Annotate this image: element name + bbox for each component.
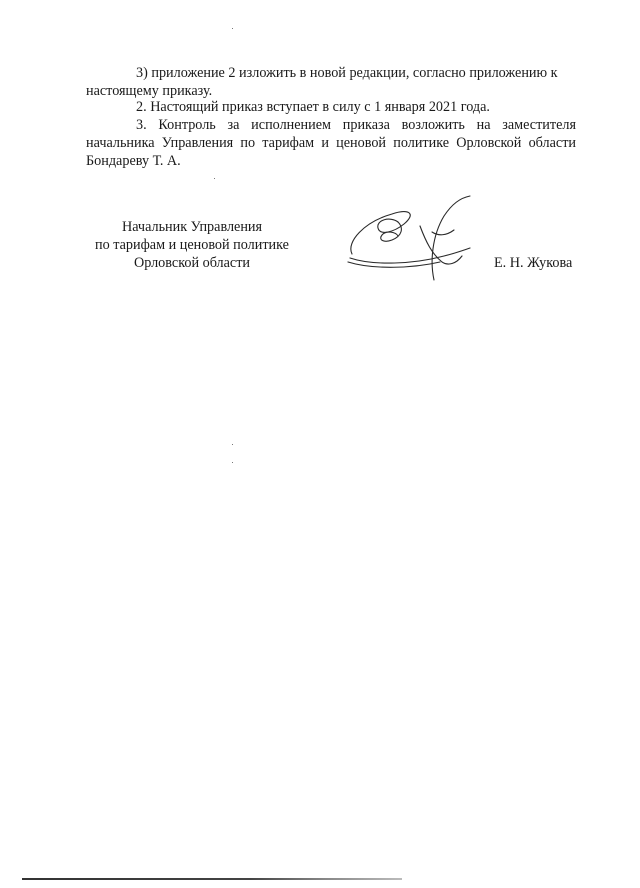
handwritten-signature <box>344 192 484 284</box>
position-line: Орловской области <box>133 255 251 271</box>
paragraph-effective-date: 2. Настоящий приказ вступает в силу с 1 января 2021 года. <box>136 99 490 115</box>
scan-edge-line <box>22 878 402 880</box>
paragraph-item-3: 3) приложение 2 изложить в новой редакции, согласно приложению к настоящему приказу. <box>86 65 558 99</box>
signatory-name: Е. Н. Жукова <box>494 255 573 271</box>
paragraph-control: 3. Контроль за исполнением приказа возложить на заместителя начальника Управления по тарифам и ценовой политике Орловской области Бондареву Т. А. <box>86 117 576 169</box>
signatory-position <box>72 218 312 272</box>
scan-speck <box>232 462 233 463</box>
scan-speck <box>232 28 233 29</box>
scan-speck <box>232 444 233 445</box>
scan-speck <box>214 178 215 179</box>
position-line: по тарифам и ценовой политике <box>95 237 289 253</box>
position-line: Начальник Управления <box>121 219 263 235</box>
